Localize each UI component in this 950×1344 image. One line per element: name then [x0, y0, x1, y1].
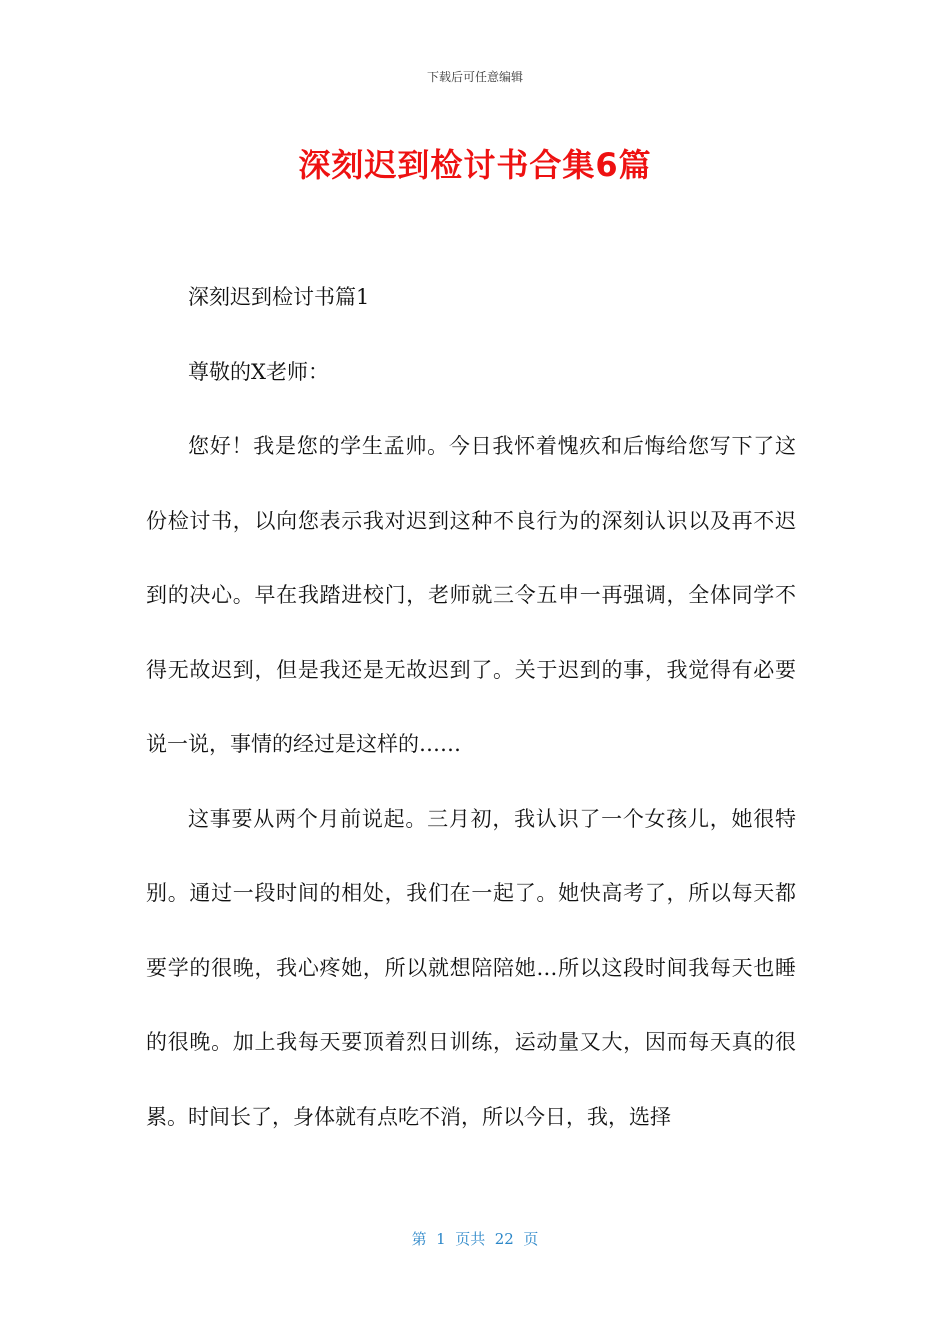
header-note: 下载后可任意编辑: [426, 70, 523, 84]
document-body: [146, 260, 796, 1154]
salutation: 尊敬的X老师：: [188, 359, 329, 384]
body-paragraph: 这事要从两个月前说起。三月初，我认识了一个女孩儿，她很特别。通过一段时间的相处，我们在一起了。她快高考了，所以每天都要学的很晚，我心疼她，所以就想陪陪她…所以这段时间我每天也睡的很晚。加上我每天要顶着烈日训练，运动量又大，因而每天真的很累。时间长了，身体就有点吃不消，所以今日，我，选择: [146, 806, 796, 1129]
page-number-footer: 第 1 页共 22 页: [411, 1230, 539, 1248]
section-heading: 深刻迟到检讨书篇1: [188, 285, 370, 309]
body-paragraph: 您好！我是您的学生孟帅。今日我怀着愧疚和后悔给您写下了这份检讨书，以向您表示我对迟到这种不良行为的深刻认识以及再不迟到的决心。早在我踏进校门，老师就三令五申一再强调，全体同学不得无故迟到，但是我还是无故迟到了。关于迟到的事，我觉得有必要说一说，事情的经过是这样的……: [146, 434, 796, 756]
document-title: 深刻迟到检讨书合集6篇: [298, 146, 652, 184]
